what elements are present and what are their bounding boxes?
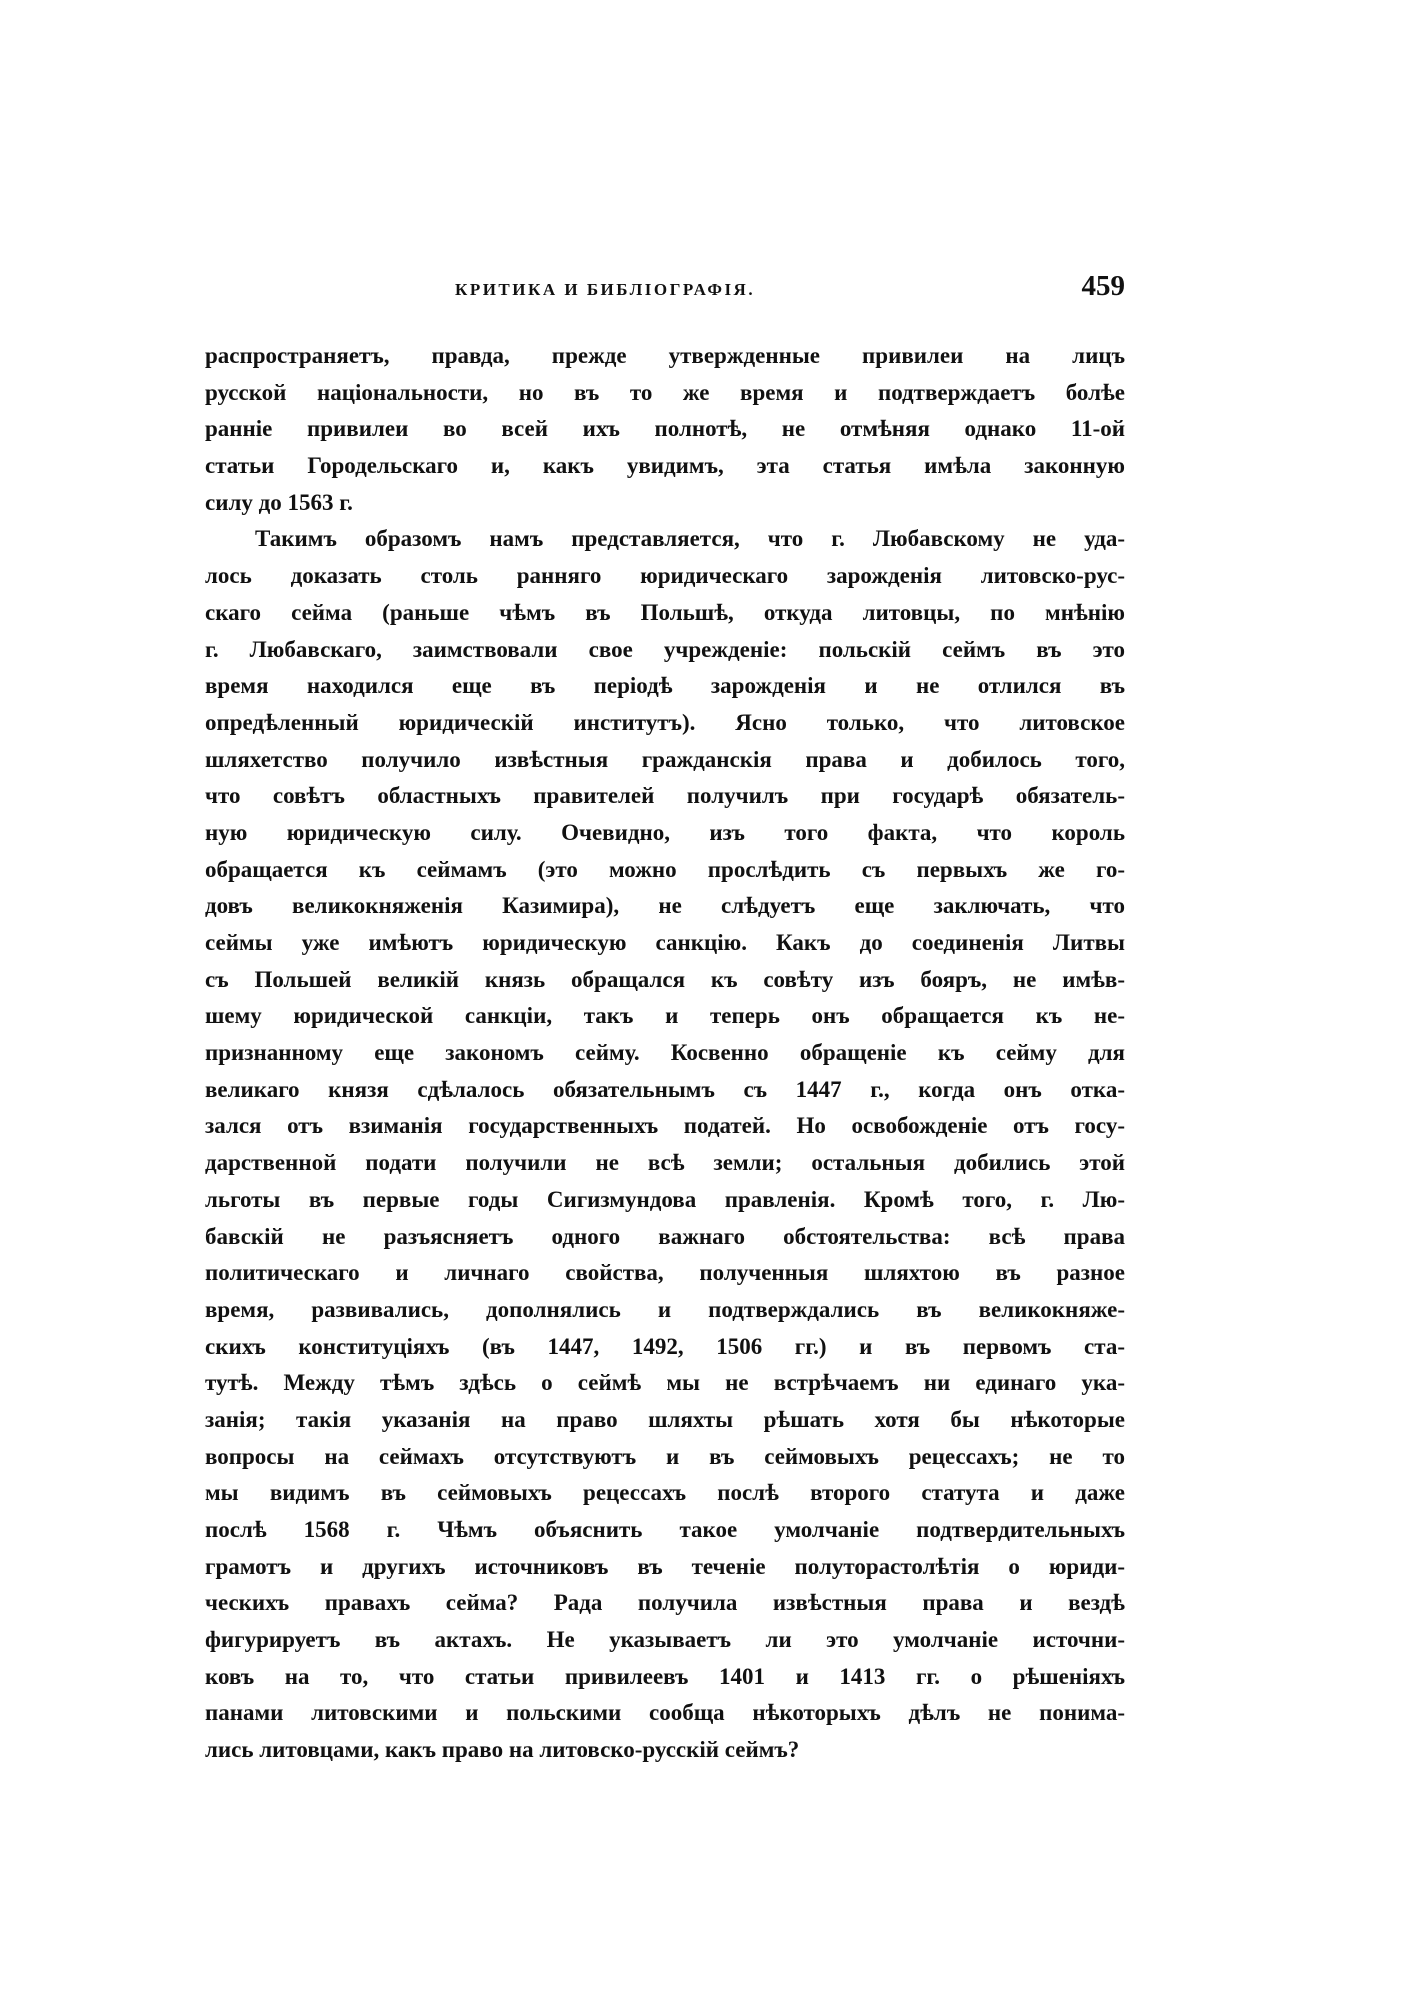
text-line: съ Польшей великій князь обращался къ совѣту изъ бояръ, не имѣв- xyxy=(205,966,1125,992)
text-line: зался отъ взиманія государственныхъ податей. Но освобожденіе отъ госу- xyxy=(205,1113,1125,1139)
text-line: послѣ 1568 г. Чѣмъ объяснить такое умолчаніе подтвердительныхъ xyxy=(205,1517,1125,1542)
text-line: ную юридическую силу. Очевидно, изъ того факта, что король xyxy=(205,819,1125,845)
text-line: время, развивались, дополнялись и подтверждались въ великокняже- xyxy=(205,1296,1125,1322)
text-line: шляхетство получило извѣстныя гражданскія права и добилось того, xyxy=(205,746,1125,772)
text-line: занія; такія указанія на право шляхты рѣшать хотя бы нѣкоторые xyxy=(205,1406,1125,1432)
text-line: грамотъ и другихъ источниковъ въ теченіе полуторастолѣтія о юриди- xyxy=(205,1553,1125,1579)
text-line: Такимъ образомъ намъ представляется, что г. Любавскому не уда- xyxy=(255,526,1125,552)
text-line: скихъ конституціяхъ (въ 1447, 1492, 1506 гг.) и въ первомъ ста- xyxy=(205,1333,1125,1359)
text-line: сеймы уже имѣютъ юридическую санкцію. Какъ до соединенія Литвы xyxy=(205,930,1125,955)
text-line: довъ великокняженія Казимира), не слѣдуетъ еще заключать, что xyxy=(205,893,1125,919)
page-header xyxy=(205,270,1125,314)
text-line: лись литовцами, какъ право на литовско-русскій сеймъ? xyxy=(205,1737,800,1763)
running-head: КРИТИКА И БИБЛІОГРАФІЯ. xyxy=(455,280,756,299)
text-line: время находился еще въ періодѣ зарожденія и не отлился въ xyxy=(205,673,1125,699)
text-line: панами литовскими и польскими сообща нѣкоторыхъ дѣлъ не понима- xyxy=(205,1700,1125,1726)
text-line: дарственной подати получили не всѣ земли; остальныя добились этой xyxy=(205,1150,1125,1176)
text-line: признанному еще закономъ сейму. Косвенно обращеніе къ сейму для xyxy=(205,1040,1125,1066)
text-line: распространяетъ, правда, прежде утвержденные привилеи на лицъ xyxy=(205,343,1125,368)
text-line: русской національности, но въ то же время и подтверждаетъ болѣе xyxy=(205,379,1125,405)
text-line: скаго сейма (раньше чѣмъ въ Польшѣ, откуда литовцы, по мнѣнію xyxy=(205,599,1125,625)
text-line: мы видимъ въ сеймовыхъ рецессахъ послѣ второго статута и даже xyxy=(205,1480,1125,1506)
text-line: г. Любавскаго, заимствовали свое учрежденіе: польскій сеймъ въ это xyxy=(205,636,1125,662)
text-line: бавскій не разъясняетъ одного важнаго обстоятельства: всѣ права xyxy=(205,1223,1125,1249)
page-number: 459 xyxy=(1081,270,1125,302)
text-line: статьи Городельскаго и, какъ увидимъ, эта статья имѣла законную xyxy=(205,453,1125,479)
body-text xyxy=(205,338,1125,1769)
text-line: шему юридической санкціи, такъ и теперь онъ обращается къ не- xyxy=(205,1003,1125,1029)
text-line: великаго князя сдѣлалось обязательнымъ съ 1447 г., когда онъ отка- xyxy=(205,1076,1125,1102)
text-line: политическаго и личнаго свойства, полученныя шляхтою въ разное xyxy=(205,1260,1125,1286)
text-line: льготы въ первые годы Сигизмундова правленія. Кромѣ того, г. Лю- xyxy=(205,1186,1125,1212)
text-line: тутѣ. Между тѣмъ здѣсь о сеймѣ мы не встрѣчаемъ ни единаго ука- xyxy=(205,1370,1125,1396)
text-line: опредѣленный юридическій институтъ). Ясно только, что литовское xyxy=(205,709,1125,735)
text-line: ранніе привилеи во всей ихъ полнотѣ, не отмѣняя однако 11-ой xyxy=(205,416,1125,442)
text-line: ковъ на то, что статьи привилеевъ 1401 и 1413 гг. о рѣшеніяхъ xyxy=(205,1663,1125,1689)
text-line: обращается къ сеймамъ (это можно прослѣдить съ первыхъ же го- xyxy=(205,856,1125,882)
text-line: ческихъ правахъ сейма? Рада получила извѣстныя права и вездѣ xyxy=(205,1590,1125,1616)
text-line: что совѣтъ областныхъ правителей получилъ при государѣ обязатель- xyxy=(205,783,1125,809)
text-line: фигурируетъ въ актахъ. Не указываетъ ли это умолчаніе источни- xyxy=(205,1627,1125,1653)
text-line: вопросы на сеймахъ отсутствуютъ и въ сеймовыхъ рецессахъ; не то xyxy=(205,1443,1125,1469)
text-line: силу до 1563 г. xyxy=(205,489,353,515)
text-line: лось доказать столь ранняго юридическаго зарожденія литовско-рус- xyxy=(205,563,1125,589)
